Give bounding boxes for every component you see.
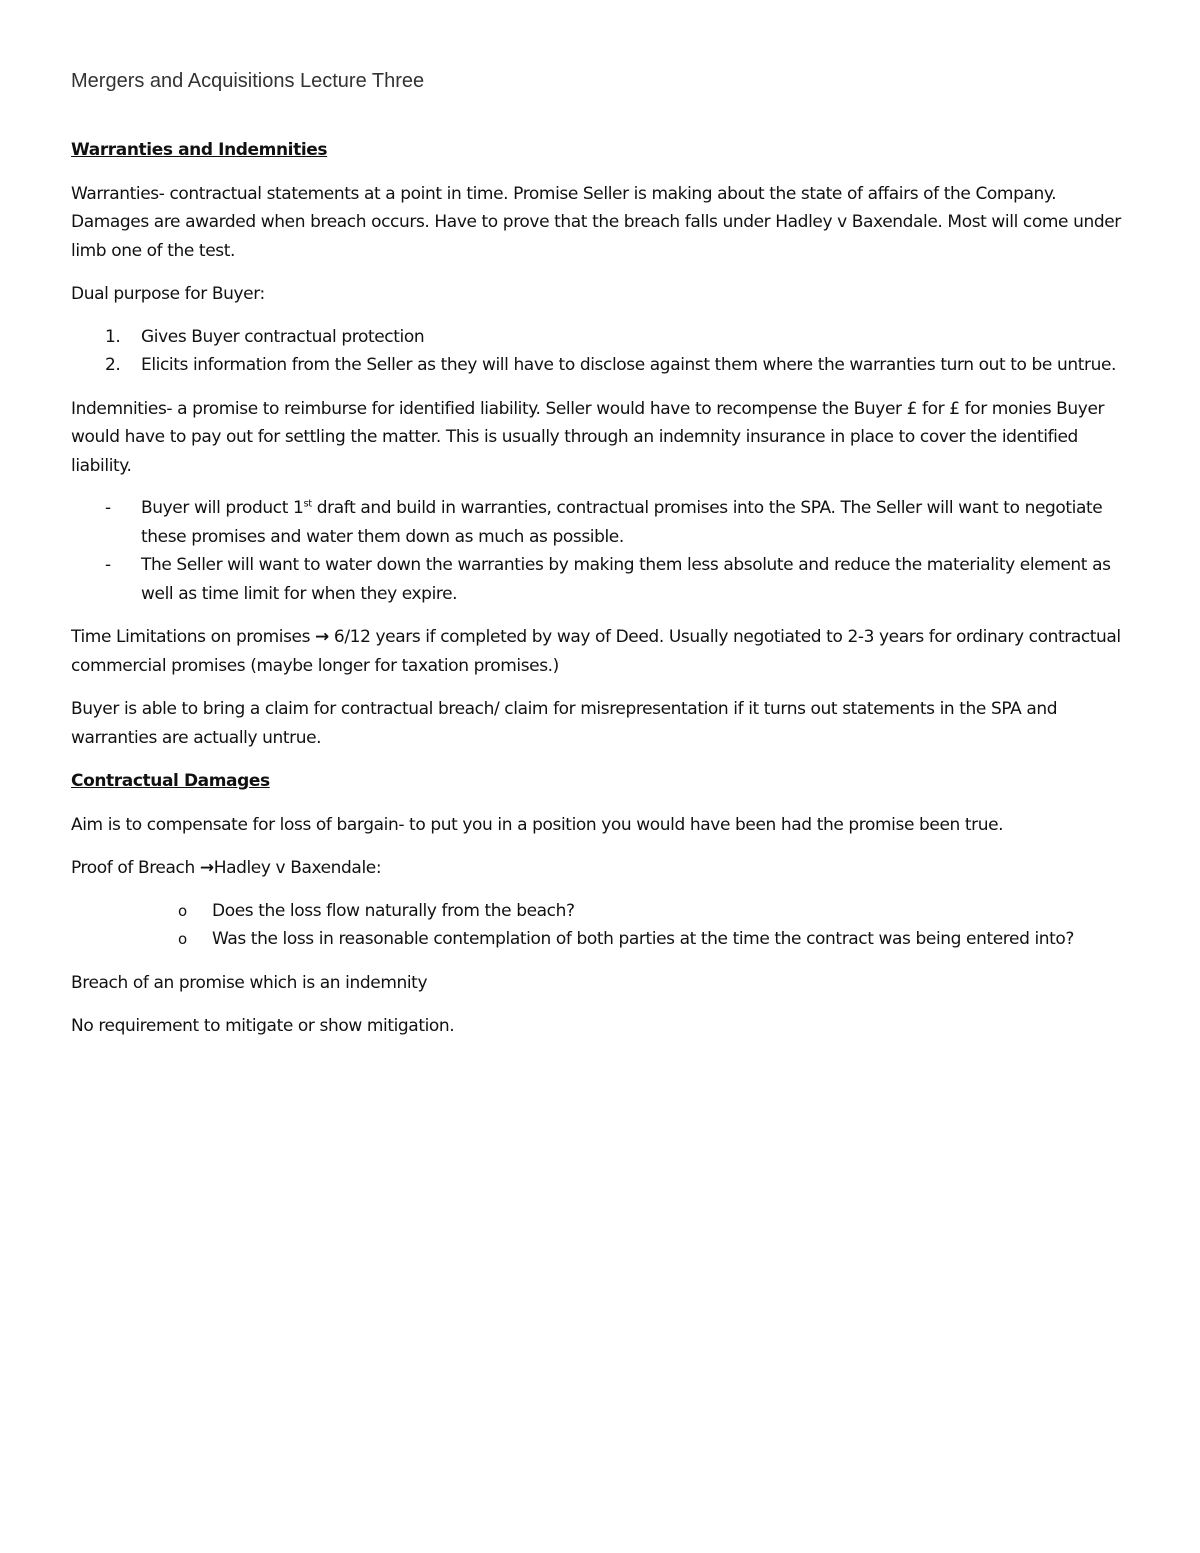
list-item-text: Elicits information from the Seller as they will have to disclose against them where the warranties turn out to be untrue. <box>141 355 1117 375</box>
list-item-text: Does the loss flow naturally from the beach? <box>212 900 575 921</box>
list-item <box>71 494 1136 551</box>
document-page <box>71 66 1136 1056</box>
section-heading-warranties: Warranties and Indemnities <box>71 140 328 160</box>
list-number: 2. <box>105 355 121 375</box>
list-item-text: Was the loss in reasonable contemplation of both parties at the time the contract was being entered into? <box>212 929 1075 949</box>
list-item <box>71 351 1136 380</box>
time-limitations-paragraph <box>71 623 1136 680</box>
list-item <box>71 323 1136 352</box>
indemnities-paragraph: Indemnities- a promise to reimburse for identified liability. Seller would have to recompense the Buyer £ for £ for monies Buyer would have to pay out for settling the matter. This is usually through an indemnity insurance in place to cover the identified liability. <box>71 398 1105 476</box>
list-item-text: Gives Buyer contractual protection <box>141 326 425 347</box>
buyer-claim-paragraph: Buyer is able to bring a claim for contractual breach/ claim for misrepresentation if it turns out statements in the SPA and warranties are actually untrue. <box>71 699 1058 748</box>
dual-purpose-numbered-list <box>71 323 1136 380</box>
section-heading-contractual-damages: Contractual Damages <box>71 771 270 791</box>
indemnity-breach-paragraph: Breach of an promise which is an indemnity <box>71 972 428 993</box>
list-number: 1. <box>105 326 121 347</box>
proof-of-breach-paragraph <box>71 854 1136 883</box>
dual-purpose-paragraph: Dual purpose for Buyer: <box>71 284 265 304</box>
list-item <box>71 925 1136 954</box>
ordinal-superscript: st <box>303 498 312 510</box>
dash-list <box>71 494 1136 608</box>
arrow-right-icon: → <box>199 858 214 878</box>
proof-lead: Proof of Breach <box>71 858 200 878</box>
dash-marker: - <box>105 555 111 575</box>
list-item <box>71 897 1136 926</box>
time-limits-rest: 6/12 years if completed by way of Deed. Usually negotiated to 2-3 years for ordinary contractual commercial promises (maybe longer for taxation promises.) <box>71 627 1121 676</box>
time-limits-lead: Time Limitations on promises <box>71 627 316 647</box>
proof-rest: Hadley v Baxendale: <box>213 858 382 878</box>
aim-paragraph: Aim is to compensate for loss of bargain- to put you in a position you would have been had the promise been true. <box>71 814 1004 835</box>
document-title: Mergers and Acquisitions Lecture Three <box>71 70 425 92</box>
list-item-text-start: Buyer will product 1 <box>141 498 304 518</box>
arrow-right-icon: → <box>315 627 329 647</box>
list-item <box>71 551 1136 608</box>
warranties-paragraph: Warranties- contractual statements at a point in time. Promise Seller is making about the state of affairs of the Company. Damages are awarded when breach occurs. Have to prove that the breach falls under Hadley v Baxendale. Most will come under limb one of the test. <box>71 183 1121 261</box>
proof-bullet-list <box>71 897 1136 954</box>
list-item-text-end: draft and build in warranties, contractual promises into the SPA. The Seller will want to negotiate these promises and water them down as much as possible. <box>141 498 1103 547</box>
dash-marker: - <box>105 498 111 518</box>
circle-bullet-icon: o <box>178 930 187 948</box>
list-item-text: The Seller will want to water down the warranties by making them less absolute and reduce the materiality element as well as time limit for when they expire. <box>141 555 1111 604</box>
circle-bullet-icon: o <box>178 901 187 920</box>
mitigation-paragraph: No requirement to mitigate or show mitigation. <box>71 1016 455 1036</box>
